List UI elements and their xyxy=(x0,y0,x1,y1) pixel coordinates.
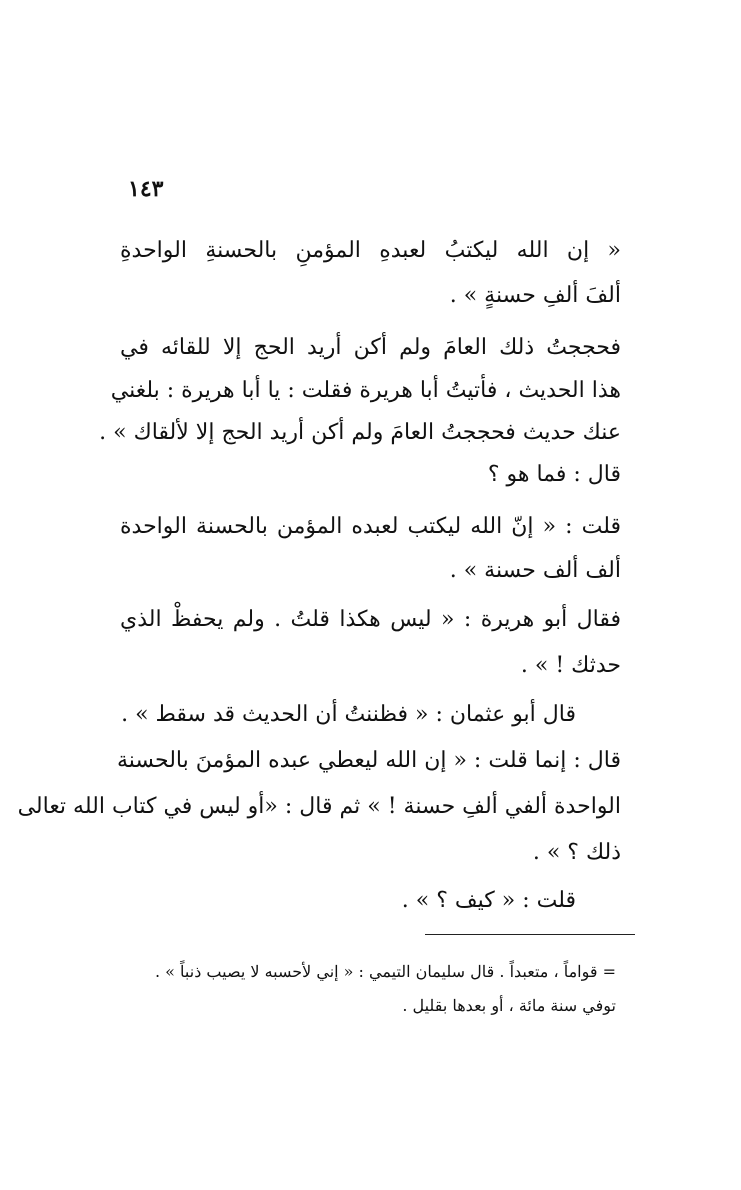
footnote-line: توفي سنة مائة ، أو بعدها بقليل . xyxy=(402,996,616,1015)
text-line: قال أبو عثمان : « فظننتُ أن الحديث قد سقط » . xyxy=(121,702,576,727)
text-line: ذلك ؟ » . xyxy=(532,840,621,865)
footnote-line: = قواماً ، متعبداً . قال سليمان التيمي : « إني لأحسبه لا يصيب ذنباً » . xyxy=(155,962,616,981)
text-line: قال : فما هو ؟ xyxy=(487,462,621,487)
text-line: فحججتُ ذلك العامَ ولم أكن أريد الحج إلا للقائه في xyxy=(120,335,621,360)
text-line: ألف ألف حسنة » . xyxy=(449,558,621,583)
text-line: قلت : « إنّ الله ليكتب لعبده المؤمن بالحسنة الواحدة xyxy=(120,514,621,539)
text-line: ألفَ ألفِ حسنةٍ » . xyxy=(449,283,621,308)
text-line: قلت : « كيف ؟ » . xyxy=(401,888,576,913)
text-line: « إن الله ليكتبُ لعبدهِ المؤمنِ بالحسنةِ الواحدةِ xyxy=(120,238,621,263)
page-number: ١٤٣ xyxy=(128,176,164,202)
text-line: هذا الحديث ، فأتيتُ أبا هريرة فقلت : يا أبا هريرة : بلغني xyxy=(110,378,621,403)
footnote-divider xyxy=(425,934,635,935)
text-line: الواحدة ألفي ألفِ حسنة ! » ثم قال : «أو ليس في كتاب الله تعالى xyxy=(17,794,621,819)
text-line: قال : إنما قلت : « إن الله ليعطي عبده المؤمنَ بالحسنة xyxy=(116,748,621,773)
text-line: فقال أبو هريرة : « ليس هكذا قلتُ . ولم يحفظْ الذي xyxy=(120,607,621,632)
text-line: حدثك ! » . xyxy=(520,653,621,678)
text-line: عنك حديث فحججتُ العامَ ولم أكن أريد الحج إلا لألقاك » . xyxy=(99,420,621,445)
